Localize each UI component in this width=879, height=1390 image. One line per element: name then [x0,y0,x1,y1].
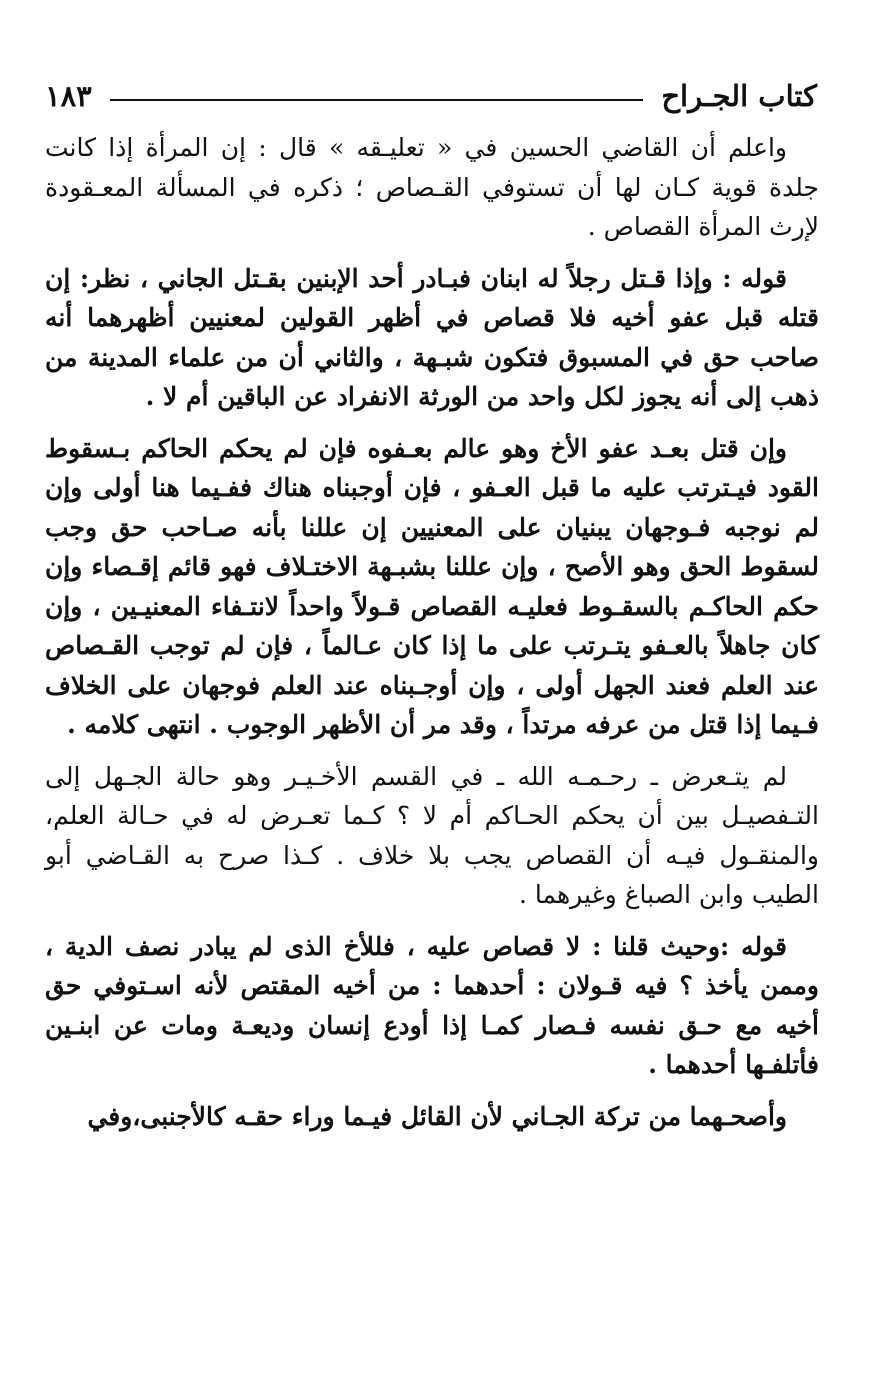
page-header [45,74,817,118]
header-rule [110,99,644,101]
paragraph: قوله : وإذا قـتل رجلاً له ابنان فبـادر أحد الإبنين بقـتل الجاني ، نظر: إن قتله قبل عفو أخيه فلا قصاص في أظهر القولين لمعنيين أظهرهما أنه صاحب حق في المسبوق فتكون شبـهة ، والثاني أن من علماء المدينة من ذهب إلى أنه يجوز لكل واحد من الورثة الانفراد عن الباقين أم لا . [45,263,819,411]
page-number: ١٨٣ [45,78,92,113]
page-body [45,128,819,1148]
paragraph: وأصحـهما من تركة الجـاني لأن القائل فيـما وراء حقـه كالأجنبى،وفي [87,1101,787,1131]
running-title: كتاب الجـراح [661,78,817,113]
paragraph: وإن قتل بعـد عفو الأخ وهو عالم بعـفوه فإن لم يحكم الحاكم بـسقوط القود فيـترتب عليه ما قبل العـفو ، فإن أوجبناه هناك ففـيما هنا أولى وإن لم نوجبه فـوجهان يبنيان على المعنيين إن عللنا بأنه صـاحب حق وجب لسقوط الحق وهو الأصح ، وإن عللنا بشبـهة الاختـلاف فهو قائم إقـصاء وإن حكم الحاكـم بالسقـوط فعليـه القصاص قـولاً واحداً لانتـفاء المعنيـين ، وإن كان جاهلاً بالعـفو يتـرتب على ما إذا كان عـالماً ، فإن لم توجب القـصاص عند العلم فعند الجهل أولى ، وإن أوجـبناه عند العلم فوجهان على الخلاف فـيما إذا قتل من عرفه مرتداً ، وقد مر أن الأظهر الوجوب . انتهى كلامه . [45,433,819,739]
paragraph: قوله :وحيث قلنا : لا قصاص عليه ، فللأخ الذى لم يبادر نصف الدية ، وممن يأخذ ؟ فيه قـولان : أحدهما : من أخيه المقتص لأنه اسـتوفي حق أخيه مع حـق نفسه فـصار كمـا إذا أودع إنسان وديعـة ومات عن ابنـين فأتلفـها أحدهما . [45,931,819,1079]
paragraph: واعلم أن القاضي الحسين في « تعليـقه » قال : إن المرأة إذا كانت جلدة قوية كـان لها أن تستوفي القـصاص ؛ ذكره في المسألة المعـقودة لإرث المرأة القصاص . [45,133,819,241]
paragraph: لم يتـعرض ـ رحـمـه الله ـ في القسم الأخـيـر وهو حالة الجـهل إلى التـفصيـل بين أن يحكم الحـاكم أم لا ؟ كـما تعـرض له في حـالة العلم، والمنقـول فيـه أن القصاص يجب بلا خلاف . كـذا صرح به القـاضي أبو الطيب وابن الصباغ وغيرهما . [45,761,819,909]
